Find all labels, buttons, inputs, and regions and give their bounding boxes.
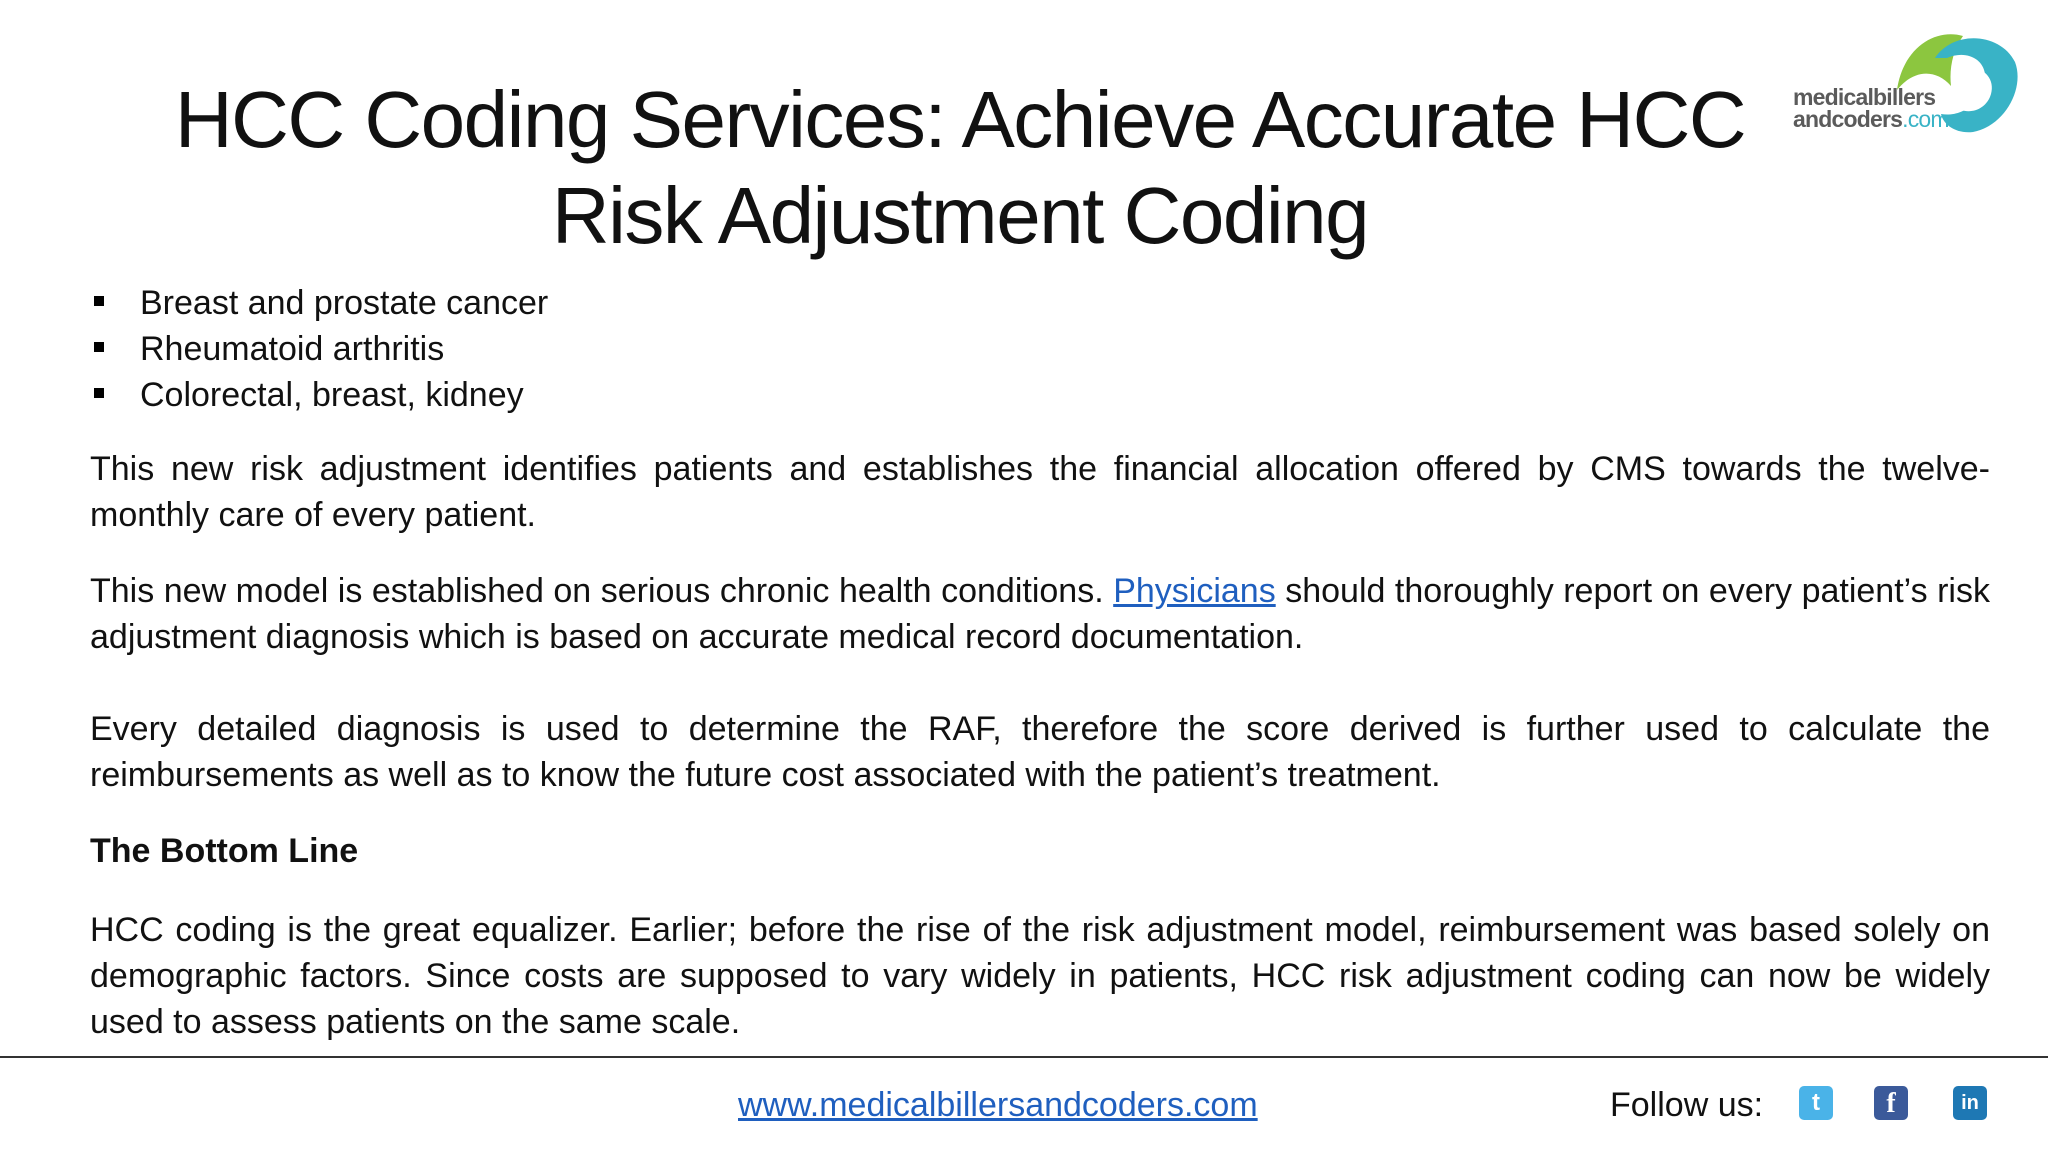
- title-line-2: Risk Adjustment Coding: [551, 171, 1369, 260]
- list-item: [90, 280, 1990, 326]
- square-bullet-icon: [94, 388, 104, 398]
- logo-line-2: [1793, 108, 1949, 130]
- list-item-text: Breast and prostate cancer: [140, 284, 549, 322]
- paragraph-bottom-line: HCC coding is the great equalizer. Earlier; before the rise of the risk adjustment model, reimbursement was based solely on demographic factors. Since costs are supposed to vary widely in patients, HCC risk adjustment coding can now be widely used to assess patients on the same scale.: [90, 911, 1990, 1041]
- facebook-icon[interactable]: f: [1874, 1086, 1908, 1120]
- list-item-text: Rheumatoid arthritis: [140, 330, 445, 368]
- bottom-line-heading: The Bottom Line: [90, 832, 359, 870]
- list-item-text: Colorectal, breast, kidney: [140, 376, 524, 414]
- footer-divider: [0, 1056, 2048, 1058]
- footer-website-link[interactable]: www.medicalbillersandcoders.com: [738, 1086, 1258, 1124]
- follow-us-label: Follow us:: [1610, 1086, 1764, 1124]
- paragraph-text-after-link: should thoroughly report on every patient’s risk adjustment diagnosis which is based on accurate medical record documentation.: [90, 572, 1990, 656]
- logo-line-1: medicalbillers: [1793, 84, 1936, 110]
- company-logo: [1785, 28, 2025, 148]
- logo-wordmark: [1793, 86, 1949, 130]
- slide-body: [90, 280, 1990, 1045]
- slide-title: [160, 72, 1760, 264]
- twitter-icon[interactable]: t: [1799, 1086, 1833, 1120]
- physicians-link[interactable]: Physicians: [1113, 572, 1276, 610]
- list-item: [90, 372, 1990, 418]
- logo-dotcom: .com: [1902, 106, 1949, 132]
- logo-andcoders: andcoders: [1793, 106, 1903, 132]
- paragraph-text-before-link: This new model is established on serious chronic health conditions.: [90, 572, 1114, 610]
- paragraph-chronic-conditions: [90, 568, 1990, 660]
- condition-list: [90, 280, 1990, 418]
- linkedin-icon[interactable]: in: [1953, 1086, 1987, 1120]
- square-bullet-icon: [94, 296, 104, 306]
- list-item: [90, 326, 1990, 372]
- square-bullet-icon: [94, 342, 104, 352]
- title-line-1: HCC Coding Services: Achieve Accurate HCC: [174, 75, 1746, 164]
- paragraph-raf: Every detailed diagnosis is used to determine the RAF, therefore the score derived is further used to calculate the reimbursements as well as to know the future cost associated with the patient’s treatment.: [90, 710, 1990, 794]
- paragraph-risk-adjustment: This new risk adjustment identifies patients and establishes the financial allocation offered by CMS towards the twelve-monthly care of every patient.: [90, 450, 1990, 534]
